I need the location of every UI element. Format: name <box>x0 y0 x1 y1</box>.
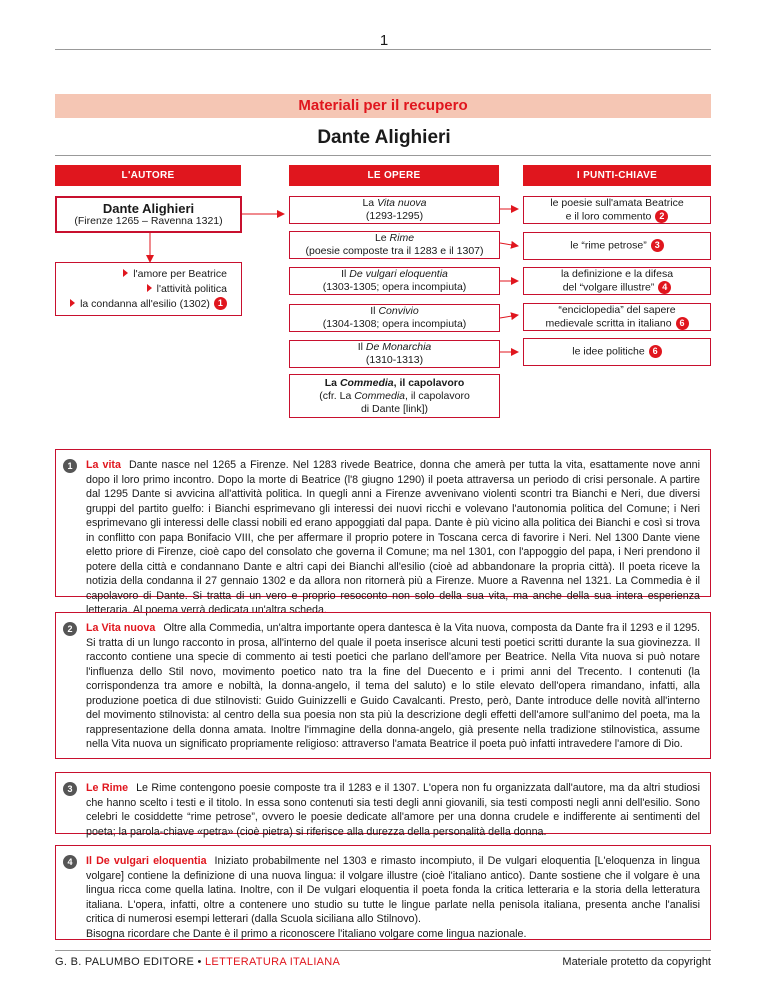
section-de-vulgari <box>55 845 711 940</box>
author-point: l'amore per Beatrice <box>70 267 227 282</box>
column-header-author: L'AUTORE <box>55 165 241 186</box>
section-vita-nuova <box>55 612 711 759</box>
section-text: Bisogna ricordare che Dante è il primo a riconoscere l'italiano volgare come lingua nazionale. <box>86 927 527 940</box>
section-number: 3 <box>63 782 77 796</box>
key-box-enciclopedia: “enciclopedia” del sapere medievale scritta in italiano 6 <box>523 303 711 331</box>
author-point: l'attività politica <box>70 282 227 297</box>
column-header-keys: I PUNTI-CHIAVE <box>523 165 711 186</box>
footer-divider <box>55 950 711 951</box>
author-name: Dante Alighieri <box>102 200 195 216</box>
section-rime <box>55 772 711 838</box>
section-heading: La vita <box>86 459 121 471</box>
reference-badge[interactable]: 2 <box>655 210 668 223</box>
section-text: Iniziato probabilmente nel 1303 e rimasto incompiuto, il De vulgari eloquentia [L'eloquenza in lingua volgare] contiene la definizione di una nuova lingua: il volgare illustre (cioè l'italiano antico). Dante sostiene che il volgare è una lingua ricca come quella latina. Inoltre, con il De vulgari eloquentia il poeta fonda la critica letteraria e la storia della letteratura italiana. L'opera, infatti, oltre a contenere uno studio su tutte le lingue parlate nella penisola italiana, presenta anche l'analisi critica di numerosi esempi letterari (dalla Scuola siciliana allo Stilnovo). <box>86 855 700 925</box>
section-text: Dante nasce nel 1265 a Firenze. Nel 1283 rivede Beatrice, donna che amerà per tutta la vita, esattamente nove anni dopo il loro primo incontro. Dopo la morte di Beatrice (l'8 giugno 1290) il poeta attraversa un periodo di crisi personale. A partire dal 1295 Dante si avvicina all'attività politica. In quegli anni a Firenze avvenivano violenti scontri tra Bianchi e Neri, due diversi gruppi del partito guelfo: i Bianchi esprimevano gli interessi dei nuovi ricchi e volevano l'autonomia politica del Comune; i Neri esprimevano gli interessi delle classi nobili ed erano appoggiati dal papa. Dante è più vicino alla politica dei Bianchi e così si trova in conflitto con papa Bonifacio VIII, che per affermare il proprio potere in Toscana cerca di favorire i Neri. Nel 1300 Dante viene eletto priore di Firenze, cioè capo del consolato che governa il Comune; ma nel 1301, con l'appoggio del papa, i Neri prendono il potere della città e condannano Dante e altri capi dei Bianchi all'esilio (cioè ad abbandonare la propria città). Il poeta riceve la notizia della condanna il 27 gennaio 1302 e da allora non ritornerà più a Firenze. Muore a Ravenna nel 1321. La Commedia è il capolavoro di Dante. Si tratta di un vero e proprio resoconto non solo della sua vita, ma anche della sua intera esperienza letteraria. Al poema verrà dedicata un'altra scheda. <box>86 459 701 616</box>
section-heading: La Vita nuova <box>86 622 156 634</box>
reference-badge[interactable]: 1 <box>214 297 227 310</box>
work-box-rime: Le Rime (poesie composte tra il 1283 e il 1307) <box>289 231 500 259</box>
reference-badge[interactable]: 3 <box>651 239 664 252</box>
section-la-vita <box>55 449 711 616</box>
section-banner: Materiali per il recupero <box>55 94 711 118</box>
author-dates: (Firenze 1265 – Ravenna 1321) <box>74 214 223 227</box>
reference-badge[interactable]: 4 <box>658 281 671 294</box>
section-text: Oltre alla Commedia, un'altra importante opera dantesca è la Vita nuova, composta da Dante fra il 1293 e il 1295. Si tratta di un lungo racconto in prosa, all'interno del quale il poeta inserisce alcuni testi poetici scritti durante la sua giovinezza. Il racconto contiene una specie di commento ai testi poetici che parlano dell'amore per Beatrice. Nella Vita nuova si può notare l'influenza dello Stil novo, movimento poetico nato tra la fine del Duecento e i primi anni del Trecento. I contenuti (la corrispondenza tra amore e nobiltà, la donna-angelo, il tema del saluto) e lo stile elevato dell'opera rimandano, infatti, alla produzione poetica di due stilnovisti: Guido Guinizzelli e Guido Cavalcanti. Presto, però, Dante introduce delle novità all'interno del movimento stilnovista: al centro della sua poesia non sta più la descrizione degli effetti dell'amore sull'animo del poeta, ma la rappresentazione della donna amata. Inoltre l'immagine della donna-angelo, già presente nella tradizione stilnovistica, assume nella Vita nuova un significato propriamente religioso: attraverso l'amata Beatrice il poeta può infatti intravedere l'amore di Dio. <box>86 622 700 750</box>
work-box-de-monarchia: Il De Monarchia (1310-1313) <box>289 340 500 368</box>
section-number: 1 <box>63 459 77 473</box>
reference-badge[interactable]: 6 <box>676 317 689 330</box>
work-box-de-vulgari: Il De vulgari eloquentia (1303-1305; opera incompiuta) <box>289 267 500 295</box>
column-header-works: LE OPERE <box>289 165 499 186</box>
key-box-beatrice: le poesie sull'amata Beatrice e il loro commento 2 <box>523 196 711 224</box>
commedia-box[interactable]: La Commedia, il capolavoro (cfr. La Commedia, il capolavoro di Dante [link]) <box>289 374 500 418</box>
triangle-bullet-icon <box>123 269 128 277</box>
section-text: Le Rime contengono poesie composte tra il 1283 e il 1307. L'opera non fu organizzata dall'autore, ma da altri studiosi che hanno scelto i testi e il titolo. In essa sono contenuti sia testi degli anni giovanili, sia testi composti negli anni dell'esilio. Sono celebri le cosiddette “rime petrose”, ovvero le poesie dedicate all'amore per una donna crudele e indifferente ai sentimenti del poeta; la parola-chiave «petra» (cioè pietra) si riferisce alla durezza della personalità della donna. <box>86 782 700 838</box>
triangle-bullet-icon <box>70 299 75 307</box>
work-box-convivio: Il Convivio (1304-1308; opera incompiuta) <box>289 304 500 332</box>
section-heading: Il De vulgari eloquentia <box>86 855 207 867</box>
footer-publisher: G. B. PALUMBO EDITORE • LETTERATURA ITALIANA <box>55 956 341 968</box>
page-number: 1 <box>379 32 389 49</box>
work-box-vita-nuova: La Vita nuova (1293-1295) <box>289 196 500 224</box>
author-point: la condanna all'esilio (1302) 1 <box>70 297 227 312</box>
footer-copyright: Materiale protetto da copyright <box>562 956 711 968</box>
key-box-volgare-illustre: la definizione e la difesa del “volgare illustre” 4 <box>523 267 711 295</box>
key-box-rime-petrose: le “rime petrose” 3 <box>523 232 711 260</box>
reference-badge[interactable]: 6 <box>649 345 662 358</box>
author-points-box <box>55 262 242 316</box>
author-points <box>70 267 227 312</box>
key-box-idee-politiche: le idee politiche 6 <box>523 338 711 366</box>
section-heading: Le Rime <box>86 782 129 794</box>
author-box <box>55 196 242 233</box>
page-title: Dante Alighieri <box>317 127 451 148</box>
section-number: 2 <box>63 622 77 636</box>
triangle-bullet-icon <box>147 284 152 292</box>
section-number: 4 <box>63 855 77 869</box>
